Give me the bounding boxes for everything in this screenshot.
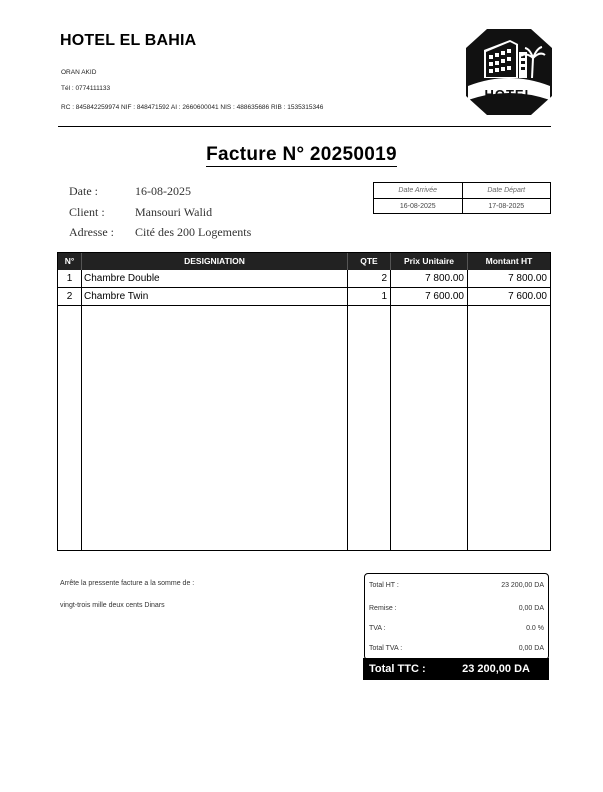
row-designation: Chambre Twin bbox=[84, 291, 149, 302]
address-label: Adresse : bbox=[69, 225, 114, 239]
table-row bbox=[58, 288, 550, 306]
total-tva-row bbox=[369, 645, 544, 655]
departure-value: 17-08-2025 bbox=[462, 199, 551, 213]
meta-date bbox=[69, 184, 191, 199]
row-number: 2 bbox=[66, 291, 73, 302]
address-value: Cité des 200 Logements bbox=[135, 225, 252, 239]
hotel-registration-ids: RC : 845842259974 NIF : 848471592 AI : 2660600041 NIS : 488635686 RIB : 1535315346 bbox=[61, 104, 324, 111]
row-amount: 7 800.00 bbox=[508, 273, 547, 284]
hotel-phone: Tél : 0774111133 bbox=[61, 85, 111, 92]
logo-text: HOTEL bbox=[484, 87, 534, 102]
header-designation: DESIGNIATION bbox=[81, 253, 347, 270]
tva-row bbox=[369, 625, 544, 635]
row-unit-price: 7 600.00 bbox=[425, 291, 464, 302]
amount-statement-label: Arrête la pressente facture a la somme de : bbox=[60, 580, 195, 587]
departure-label: Date Départ bbox=[462, 183, 551, 198]
total-tva-value: 0,00 DA bbox=[518, 645, 544, 652]
header-divider bbox=[58, 126, 551, 127]
stay-dates-box bbox=[373, 182, 551, 214]
meta-client bbox=[69, 205, 213, 220]
total-tva-label: Total TVA : bbox=[369, 645, 403, 652]
remise-value: 0,00 DA bbox=[518, 605, 544, 612]
table-header bbox=[58, 253, 550, 270]
amount-in-words: vingt-trois mille deux cents Dinars bbox=[60, 602, 165, 609]
invoice-title: Facture N° 20250019 bbox=[206, 144, 397, 165]
arrival-value: 16-08-2025 bbox=[399, 203, 436, 210]
row-designation: Chambre Double bbox=[84, 273, 160, 284]
date-value: 16-08-2025 bbox=[135, 184, 191, 198]
remise-label: Remise : bbox=[369, 605, 397, 612]
remise-row bbox=[369, 605, 544, 615]
arrival-label: Date Arrivée bbox=[398, 187, 438, 194]
total-ttc-value: 23 200,00 DA bbox=[462, 663, 530, 675]
meta-address bbox=[69, 225, 252, 240]
table-row bbox=[58, 270, 550, 288]
total-ht-row bbox=[369, 582, 544, 592]
header-amount: Montant HT bbox=[467, 253, 550, 270]
total-ht-label: Total HT : bbox=[369, 582, 399, 589]
invoice-items-table bbox=[57, 252, 551, 551]
row-unit-price: 7 800.00 bbox=[425, 273, 464, 284]
row-quantity: 2 bbox=[381, 273, 387, 284]
tva-label: TVA : bbox=[369, 625, 386, 632]
header-quantity: QTE bbox=[347, 253, 390, 270]
invoice-title-block bbox=[0, 144, 603, 166]
total-ttc-bar bbox=[363, 658, 549, 680]
totals-box bbox=[364, 573, 549, 660]
row-amount: 7 600.00 bbox=[508, 291, 547, 302]
row-quantity: 1 bbox=[381, 291, 387, 302]
row-number: 1 bbox=[66, 273, 73, 284]
header-number: N° bbox=[64, 256, 75, 266]
header-unit-price: Prix Unitaire bbox=[390, 253, 467, 270]
client-label: Client : bbox=[69, 205, 105, 219]
tva-value: 0.0 % bbox=[526, 625, 544, 632]
hotel-address: ORAN AKID bbox=[61, 69, 97, 76]
hotel-logo bbox=[466, 28, 552, 116]
client-value: Mansouri Walid bbox=[135, 205, 213, 219]
hotel-name: HOTEL EL BAHIA bbox=[60, 32, 197, 49]
total-ttc-label: Total TTC : bbox=[369, 663, 426, 675]
total-ht-value: 23 200,00 DA bbox=[501, 582, 544, 589]
date-label: Date : bbox=[69, 184, 98, 198]
